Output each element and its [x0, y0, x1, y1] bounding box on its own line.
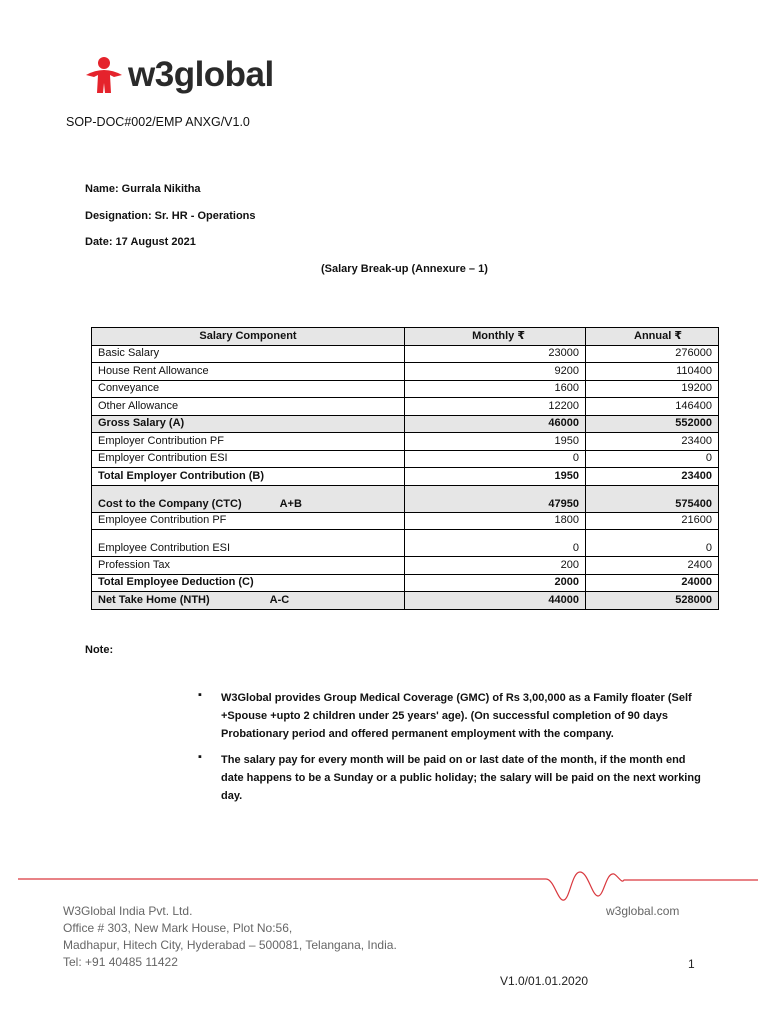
page-number: 1 [688, 957, 695, 971]
row-annual: 23400 [586, 433, 719, 451]
nth-label: Net Take Home (NTH) [98, 593, 210, 606]
document-version: V1.0/01.01.2020 [500, 974, 589, 988]
row-monthly: 47950 [405, 485, 586, 512]
row-monthly: 9200 [405, 363, 586, 381]
total-employer-row [92, 468, 719, 486]
footer-address-line1: Office # 303, New Mark House, Plot No:56, [63, 921, 293, 935]
row-label: Other Allowance [92, 398, 405, 416]
row-monthly: 1950 [405, 468, 586, 486]
note-label: Note: [85, 644, 114, 656]
ctc-row [92, 485, 719, 512]
table-row [92, 345, 719, 363]
logo-text: w3global [128, 55, 274, 94]
note-item: W3Global provides Group Medical Coverage (GMC) of Rs 3,00,000 as a Family floater (Self +Spouse +upto 2 children under 25 years' age). (On successful completion of 90 days Probationary period and offered permanent employment with the company. [221, 692, 692, 740]
footer-address [63, 903, 397, 971]
row-label: House Rent Allowance [92, 363, 405, 381]
salary-table [91, 327, 719, 610]
header-annual: Annual ₹ [586, 328, 719, 346]
note-item: The salary pay for every month will be paid on or last date of the month, if the month end date happens to be a Sunday or a public holiday; the salary will be paid on the next working day. [221, 754, 701, 802]
total-deduction-row [92, 574, 719, 592]
row-annual: 575400 [586, 485, 719, 512]
header-component: Salary Component [92, 328, 405, 346]
logo-person-icon [84, 55, 124, 95]
row-label: Profession Tax [92, 557, 405, 575]
ctc-formula: A+B [279, 497, 302, 510]
table-row [92, 512, 719, 530]
row-monthly: 23000 [405, 345, 586, 363]
row-label: Total Employer Contribution (B) [92, 468, 405, 486]
row-label [92, 592, 405, 610]
table-row [92, 450, 719, 468]
document-date: Date: 17 August 2021 [85, 236, 196, 248]
row-annual: 0 [586, 450, 719, 468]
row-monthly: 2000 [405, 574, 586, 592]
row-annual: 110400 [586, 363, 719, 381]
nth-formula: A-C [269, 593, 290, 606]
row-monthly: 1600 [405, 380, 586, 398]
footer-company: W3Global India Pvt. Ltd. [63, 904, 193, 918]
row-annual: 2400 [586, 557, 719, 575]
row-label: Employee Contribution ESI [92, 530, 405, 557]
row-label: Conveyance [92, 380, 405, 398]
document-code: SOP-DOC#002/EMP ANXG/V1.0 [66, 115, 250, 129]
row-annual: 21600 [586, 512, 719, 530]
row-annual: 552000 [586, 415, 719, 433]
row-monthly: 1800 [405, 512, 586, 530]
net-take-home-row [92, 592, 719, 610]
table-row [92, 398, 719, 416]
row-monthly: 44000 [405, 592, 586, 610]
table-row [92, 363, 719, 381]
row-annual: 24000 [586, 574, 719, 592]
footer-website[interactable]: w3global.com [606, 904, 680, 918]
ctc-label: Cost to the Company (CTC) [98, 497, 242, 510]
row-label: Employer Contribution ESI [92, 450, 405, 468]
employee-name: Name: Gurrala Nikitha [85, 183, 201, 195]
row-monthly: 12200 [405, 398, 586, 416]
row-annual: 0 [586, 530, 719, 557]
row-monthly: 0 [405, 450, 586, 468]
row-label: Employer Contribution PF [92, 433, 405, 451]
row-label [92, 485, 405, 512]
row-annual: 146400 [586, 398, 719, 416]
table-row [92, 557, 719, 575]
row-label: Total Employee Deduction (C) [92, 574, 405, 592]
table-row [92, 380, 719, 398]
row-monthly: 1950 [405, 433, 586, 451]
row-monthly: 46000 [405, 415, 586, 433]
header-monthly: Monthly ₹ [405, 328, 586, 346]
row-annual: 23400 [586, 468, 719, 486]
row-annual: 19200 [586, 380, 719, 398]
row-label: Employee Contribution PF [92, 512, 405, 530]
row-label: Gross Salary (A) [92, 415, 405, 433]
row-monthly: 200 [405, 557, 586, 575]
table-header-row [92, 328, 719, 346]
footer-wave-line [18, 862, 758, 902]
row-annual: 528000 [586, 592, 719, 610]
footer-address-line2: Madhapur, Hitech City, Hyderabad – 500081, Telangana, India. [63, 938, 397, 952]
employee-designation: Designation: Sr. HR - Operations [85, 210, 256, 222]
table-row [92, 433, 719, 451]
row-monthly: 0 [405, 530, 586, 557]
bullet-icon: ▪ [198, 751, 202, 763]
footer-tel: Tel: +91 40485 11422 [63, 955, 178, 969]
table-row [92, 530, 719, 557]
row-label: Basic Salary [92, 345, 405, 363]
gross-salary-row [92, 415, 719, 433]
annexure-title: (Salary Break-up (Annexure – 1) [321, 263, 488, 275]
bullet-icon: ▪ [198, 689, 202, 701]
row-annual: 276000 [586, 345, 719, 363]
company-logo [84, 54, 274, 96]
